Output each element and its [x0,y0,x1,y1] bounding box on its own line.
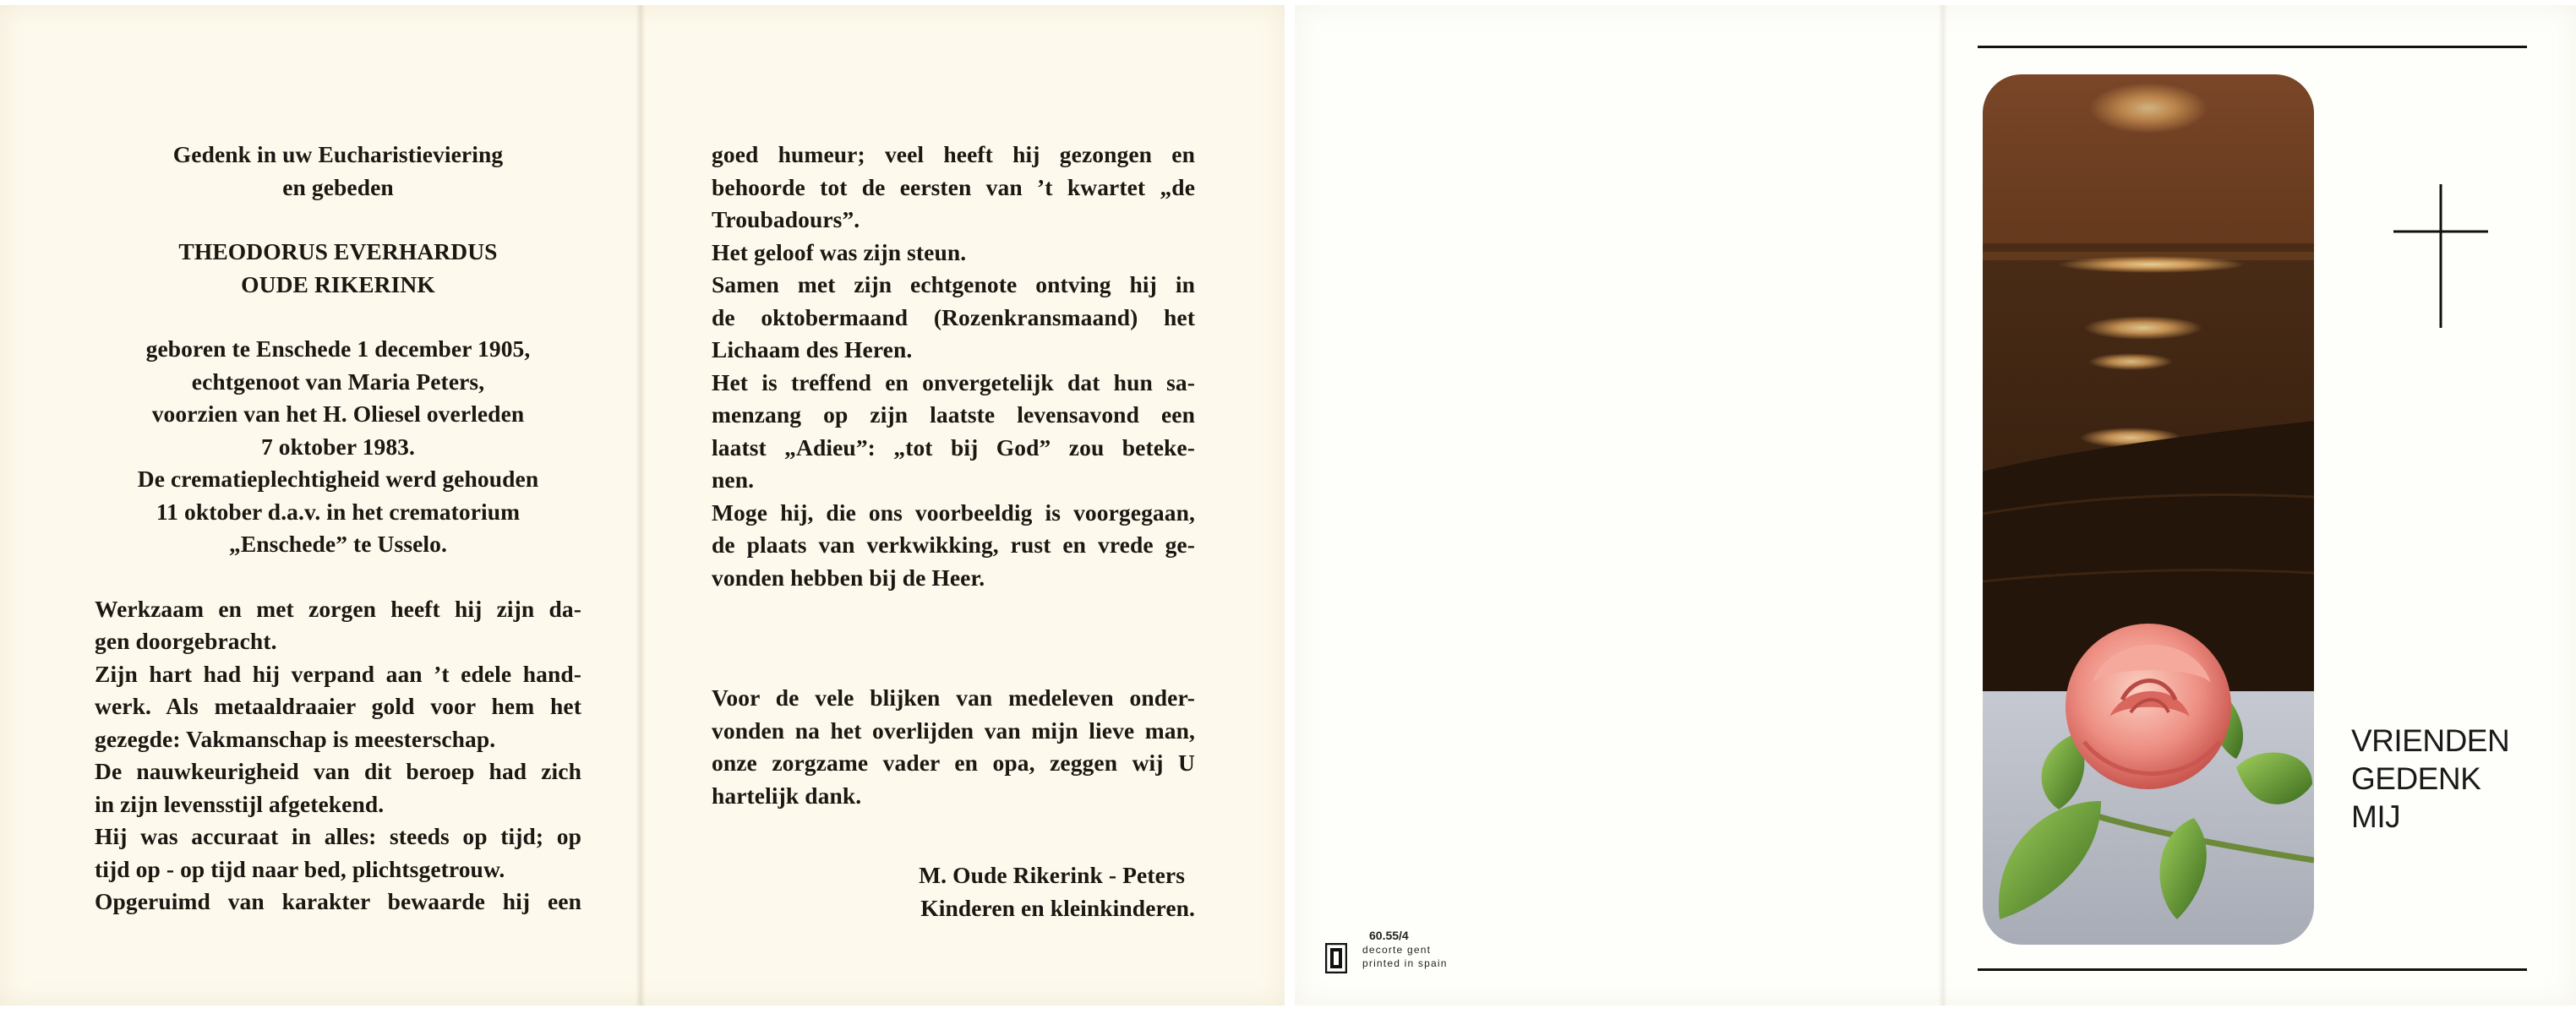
fact-line: „Enschede” te Usselo. [229,531,447,557]
intro-line: en gebeden [282,173,394,200]
biography-left [95,593,581,919]
spread-gap [1285,0,1295,1014]
name-line: OUDE RIKERINK [241,270,435,297]
thanks-line: hartelijk dank. [712,782,862,809]
motto-line: GEDENK [2351,761,2481,796]
bio-line: Het geloof was zijn steun. [712,238,967,265]
bio-line: Opgeruimd van karakter bewaarde hij een [95,888,581,914]
deceased-name [95,236,581,301]
life-facts [95,333,581,561]
bio-line: goed humeur; veel heeft hij gezongen en [712,141,1195,167]
bottom-rule [1978,968,2527,971]
fact-line: echtgenoot van Maria Peters, [191,368,485,395]
signature-line: Kinderen en kleinkinderen. [920,894,1195,921]
signature-block [712,859,1195,924]
fact-line: De crematieplechtigheid werd gehouden [137,466,539,492]
thanks-block [712,682,1195,812]
fact-line: 11 oktober d.a.v. in het crematorium [156,498,521,525]
fact-line: geboren te Enschede 1 december 1905, [145,335,531,362]
thanks-line: vonden na het overlijden van mijn lieve man, [712,717,1195,744]
bio-line: Samen met zijn echtgenote ontving hij in [712,271,1195,297]
bio-line: laatst „Adieu”: „tot bij God” zou beteke- [712,433,1195,461]
bio-line: De nauwkeurigheid van dit beroep had zich [95,758,581,784]
cover-motto [2351,722,2520,836]
printer-name: decorte gent [1362,944,1432,956]
cover-illustration [1983,74,2314,945]
card-inner-spread [0,5,1285,1006]
motto-line: VRIENDEN [2351,723,2510,758]
bio-line: Werkzaam en met zorgen heeft hij zijn da- [95,595,581,622]
bio-line: vonden hebben bij de Heer. [712,564,985,591]
printer-origin: printed in spain [1362,957,1448,969]
left-column [95,139,581,919]
bio-line: behoorde tot de eersten van ’t kwartet „de [712,173,1195,200]
top-rule [1978,46,2527,48]
bio-line: Zijn hart had hij verpand aan ’t edele hand- [95,660,581,687]
biography-right [712,139,1195,594]
motto-line: MIJ [2351,799,2401,834]
bio-line: in zijn levensstijl afgetekend. [95,790,385,817]
thanks-line: Voor de vele blijken van medeleven onder- [712,684,1195,711]
thanks-line: onze zorgzame vader en opa, zeggen wij U [712,750,1195,776]
bio-line: Het is treffend en onvergetelijk dat hun sa- [712,368,1195,395]
bio-line: tijd op - op tijd naar bed, plichtsgetrouw. [95,855,505,882]
intro-block [95,139,581,204]
intro-line: Gedenk in uw Eucharistieviering [172,141,504,167]
bio-line: gen doorgebracht. [95,628,277,654]
right-column [712,139,1195,924]
sea-sunset-image [1983,74,2314,945]
fact-line: 7 oktober 1983. [260,433,416,460]
printer-code: 60.55/4 [1369,929,1409,942]
cross-icon [2393,184,2488,328]
bio-line: Moge hij, die ons voorbeeldig is voorgegaan, [712,499,1195,526]
bio-line: menzang op zijn laatste levensavond een [712,401,1195,428]
name-line: THEODORUS EVERHARDUS [178,238,498,264]
signature-line: M. Oude Rikerink - Peters [919,862,1185,888]
printer-logo-icon [1325,943,1347,973]
bio-line: gezegde: Vakmanschap is meesterschap. [95,725,496,752]
inner-fold [636,5,646,1006]
fact-line: voorzien van het H. Oliesel overleden [151,401,525,427]
card-outer-spread [1295,5,2576,1006]
bio-line: Troubadours”. [712,206,860,232]
bio-line: Lichaam des Heren. [712,336,913,363]
bio-line: werk. Als metaaldraaier gold voor hem het [95,693,581,719]
bio-line: Hij was accuraat in alles: steeds op tijd; op [95,823,581,849]
bio-line: de oktobermaand (Rozenkransmaand) het [712,303,1195,330]
bio-line: nen. [712,466,755,493]
outer-fold [1939,5,1947,1006]
bio-line: de plaats van verkwikking, rust en vrede ge- [712,532,1195,558]
